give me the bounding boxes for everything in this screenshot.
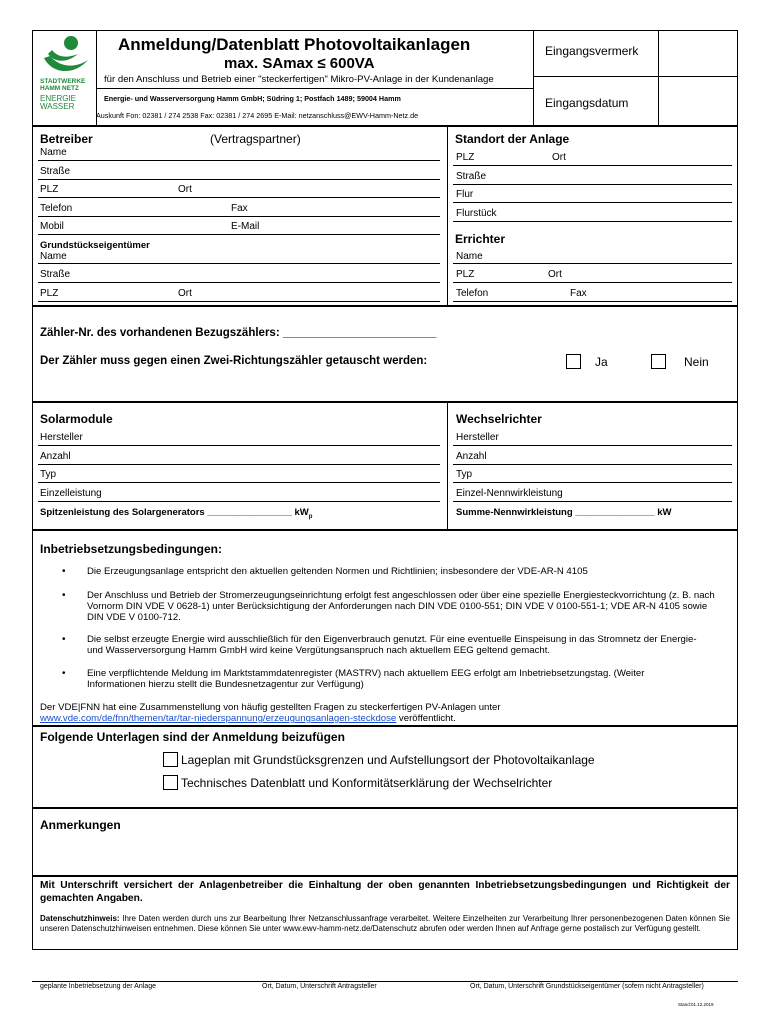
unterlagen-title: Folgende Unterlagen sind der Anmeldung beizufügen: [40, 730, 345, 744]
vde-text: Der VDE|FNN hat eine Zusammenstellung von häufig gestellten Fragen zu steckerfertigen PV-Anlagen unter: [40, 702, 501, 713]
bedingung-1: Die Erzeugungsanlage entspricht den aktuellen geltenden Normen und Richtlinien; insbesondere der VDE-AR-N 4105: [87, 566, 588, 577]
zaehler-frage: Der Zähler muss gegen einen Zwei-Richtungszähler getauscht werden:: [40, 355, 428, 367]
line: [38, 216, 440, 217]
nein-checkbox[interactable]: [651, 354, 666, 369]
line: [38, 197, 440, 198]
line: [38, 160, 440, 161]
line: [453, 445, 732, 446]
line: [38, 501, 440, 502]
eingangsvermerk-label: Eingangsvermerk: [545, 44, 639, 58]
datenblatt-label: Technisches Datenblatt und Konformitätserklärung der Wechselrichter: [181, 776, 553, 790]
wechselrichter-title: Wechselrichter: [456, 412, 542, 426]
company-address: Energie- und Wasserversorgung Hamm GmbH; Südring 1; Postfach 1489; 59004 Hamm: [104, 94, 401, 103]
solarmodule-title: Solarmodule: [40, 412, 113, 426]
line: [453, 482, 732, 483]
line: [453, 221, 732, 222]
unterschrift-text: Mit Unterschrift versichert der Anlagenbetreiber die Einhaltung der oben genannten Inbetriebsetzungsbedingungen und Richtigkeit der gemachten Angaben.: [40, 880, 730, 904]
logo-line-2: HAMM NETZ: [40, 85, 79, 92]
line: [38, 234, 440, 235]
line: [38, 301, 440, 302]
betreiber-strasse-field[interactable]: Straße: [40, 166, 71, 177]
bedingungen-frame: [32, 530, 738, 726]
contact-info: Auskunft Fon: 02381 / 274 2538 Fax: 02381 / 274 2695 E-Mail: netzanschluss@EWV-Hamm-Netz.de: [96, 111, 419, 120]
betreiber-ort-field[interactable]: Ort: [178, 184, 192, 195]
wr-anzahl-field[interactable]: Anzahl: [456, 451, 487, 462]
eigentuemer-plz-field[interactable]: PLZ: [40, 288, 59, 299]
header-hdivider: [533, 76, 738, 77]
logo: [38, 34, 92, 122]
line: [38, 482, 440, 483]
vde-link[interactable]: www.vde.com/de/fnn/themen/tar/tar-niederspannung/erzeugungsanlagen-steckdose: [40, 713, 397, 724]
bullet-2: •: [62, 590, 66, 601]
solar-spitzenleistung-field[interactable]: [40, 507, 312, 520]
technik-divider: [447, 402, 448, 530]
betreiber-email-field[interactable]: E-Mail: [231, 221, 260, 232]
errichter-fax-field[interactable]: Fax: [570, 288, 587, 299]
zaehler-frame: [32, 306, 738, 402]
betreiber-telefon-field[interactable]: Telefon: [40, 203, 73, 214]
eingangsdatum-label: Eingangsdatum: [545, 96, 629, 110]
wr-einzel-field[interactable]: Einzel-Nennwirkleistung: [456, 488, 563, 499]
logo-line-1: STADTWERKE: [40, 78, 86, 85]
eigentuemer-ort-field[interactable]: Ort: [178, 288, 192, 299]
anmerkungen-frame[interactable]: [32, 808, 738, 876]
line: [38, 282, 440, 283]
nein-label: Nein: [684, 355, 709, 369]
line: [453, 184, 732, 185]
wr-typ-field[interactable]: Typ: [456, 469, 473, 480]
line: [453, 202, 732, 203]
betreiber-plz-field[interactable]: PLZ: [40, 184, 59, 195]
errichter-title: Errichter: [455, 232, 506, 246]
solar-hersteller-field[interactable]: Hersteller: [40, 432, 83, 443]
bullet-4: •: [62, 668, 66, 679]
solar-typ-field[interactable]: Typ: [40, 469, 57, 480]
eigentuemer-name-field[interactable]: Name: [40, 251, 67, 262]
betreiber-name-field[interactable]: Name: [40, 147, 67, 158]
line: [38, 263, 440, 264]
errichter-telefon-field[interactable]: Telefon: [456, 288, 489, 299]
datenschutz-label: Datenschutzhinweis:: [40, 914, 120, 923]
address-divider: [447, 126, 448, 306]
line: [38, 179, 440, 180]
spitzen-sub: p: [308, 513, 313, 520]
bullet-3: •: [62, 634, 66, 645]
errichter-plz-field[interactable]: PLZ: [456, 269, 475, 280]
errichter-name-field[interactable]: Name: [456, 251, 483, 262]
line: [453, 165, 732, 166]
stand-date: Stand:01.12.2019: [678, 1002, 714, 1007]
bedingungen-title: Inbetriebsetzungsbedingungen:: [40, 542, 222, 556]
spitzen-text: Spitzenleistung des Solargenerators ________________ kW: [40, 507, 309, 518]
datenschutz-body: Ihre Daten werden durch uns zur Bearbeitung Ihrer Netzanschlussanfrage verarbeitet. Weitere Einzelheiten zur Verarbeitung Ihrer personenbezogenen Daten können Sie unseren Datenschutzhinweisen entnehmen. Diese können Sie unter www.ewv-hamm-netz.de/Datenschutz abrufen oder werden Ihnen auf Anfrage gerne postalisch zur Verfügung gestellt.: [40, 914, 730, 933]
standort-strasse-field[interactable]: Straße: [456, 171, 487, 182]
line: [453, 501, 732, 502]
bedingung-4: Eine verpflichtende Meldung im Marktstammdatenregister (MASTRV) nach aktuellem EEG erfolgt am Inbetriebsetzungstag. (Weiter Informationen hierzu stellt die Bundesnetzagentur zur Verfügung): [87, 668, 645, 691]
standort-flur-field[interactable]: Flur: [456, 189, 474, 200]
zaehler-nr-field[interactable]: Zähler-Nr. des vorhandenen Bezugszählers: ________________________: [40, 327, 437, 339]
header-divider-2: [658, 30, 659, 126]
wr-hersteller-field[interactable]: Hersteller: [456, 432, 499, 443]
betreiber-fax-field[interactable]: Fax: [231, 203, 248, 214]
intro-text: für den Anschluss und Betrieb einer "steckerfertigen" Mikro-PV-Anlage in der Kundenanlage: [104, 74, 494, 85]
errichter-ort-field[interactable]: Ort: [548, 269, 562, 280]
sig-antragsteller[interactable]: Ort, Datum, Unterschrift Antragsteller: [262, 983, 377, 990]
bedingung-3: Die selbst erzeugte Energie wird ausschließlich für den Eigenverbrauch genutzt. Für eine eventuelle Einspeisung in das Stromnetz der Energie- und Wasserversorgung Hamm GmbH wird keine Vergütungsanspruch nach aktuellem EEG geltend gemacht.: [87, 634, 697, 657]
eigentuemer-title: Grundstückseigentümer: [40, 240, 150, 251]
vde-line: [40, 713, 456, 724]
line: [453, 263, 732, 264]
lageplan-label: Lageplan mit Grundstücksgrenzen und Aufstellungsort der Photovoltaikanlage: [181, 753, 595, 767]
logo-line-3: ENERGIE: [40, 94, 77, 103]
vde-suffix: veröffentlicht.: [396, 713, 456, 724]
anmerkungen-title: Anmerkungen: [40, 818, 121, 832]
solar-anzahl-field[interactable]: Anzahl: [40, 451, 71, 462]
page-title: Anmeldung/Datenblatt Photovoltaikanlagen: [118, 35, 471, 54]
solar-einzelleistung-field[interactable]: Einzelleistung: [40, 488, 102, 499]
line: [38, 464, 440, 465]
bullet-1: •: [62, 566, 66, 577]
standort-plz-field[interactable]: PLZ: [456, 152, 475, 163]
ja-checkbox[interactable]: [566, 354, 581, 369]
eigentuemer-strasse-field[interactable]: Straße: [40, 269, 71, 280]
line: [38, 445, 440, 446]
logo-swoosh-icon: [38, 34, 92, 76]
standort-flurstueck-field[interactable]: Flurstück: [456, 208, 497, 219]
datenschutz-text: [40, 914, 730, 934]
betreiber-subtitle: (Vertragspartner): [210, 132, 301, 146]
wr-summe-field[interactable]: Summe-Nennwirkleistung _______________ kW: [456, 507, 672, 518]
datenblatt-checkbox[interactable]: [163, 775, 178, 790]
betreiber-title: Betreiber: [40, 132, 93, 146]
line: [453, 464, 732, 465]
line: [453, 301, 732, 302]
standort-ort-field[interactable]: Ort: [552, 152, 566, 163]
page-subtitle: max. SAmax ≤ 600VA: [224, 55, 375, 72]
header-divider: [533, 30, 534, 126]
sig-eigentuemer[interactable]: Ort, Datum, Unterschrift Grundstückseigentümer (sofern nicht Antragsteller): [470, 983, 704, 990]
sig-inbetriebsetzung[interactable]: geplante Inbetriebsetzung der Anlage: [40, 983, 156, 990]
lageplan-checkbox[interactable]: [163, 752, 178, 767]
betreiber-mobil-field[interactable]: Mobil: [40, 221, 64, 232]
standort-title: Standort der Anlage: [455, 132, 570, 146]
line: [453, 282, 732, 283]
header-line: [96, 88, 533, 89]
logo-line-4: WASSER: [40, 102, 75, 111]
ja-label: Ja: [595, 355, 608, 369]
signature-line: [32, 981, 738, 982]
bedingung-2: Der Anschluss und Betrieb der Stromerzeugungseinrichtung erfolgt fest angeschlossen oder über eine spezielle Energiesteckvorrichtung (z. B. nach Vornorm DIN VDE V 0628-1) unter Berücksichtigung der Anforderungen nach DIN VDE 0100-551; DIN VDE V 0100-551-1; VDE AR-N 4105 sowie DIN VDE V 0100-712.: [87, 590, 715, 624]
